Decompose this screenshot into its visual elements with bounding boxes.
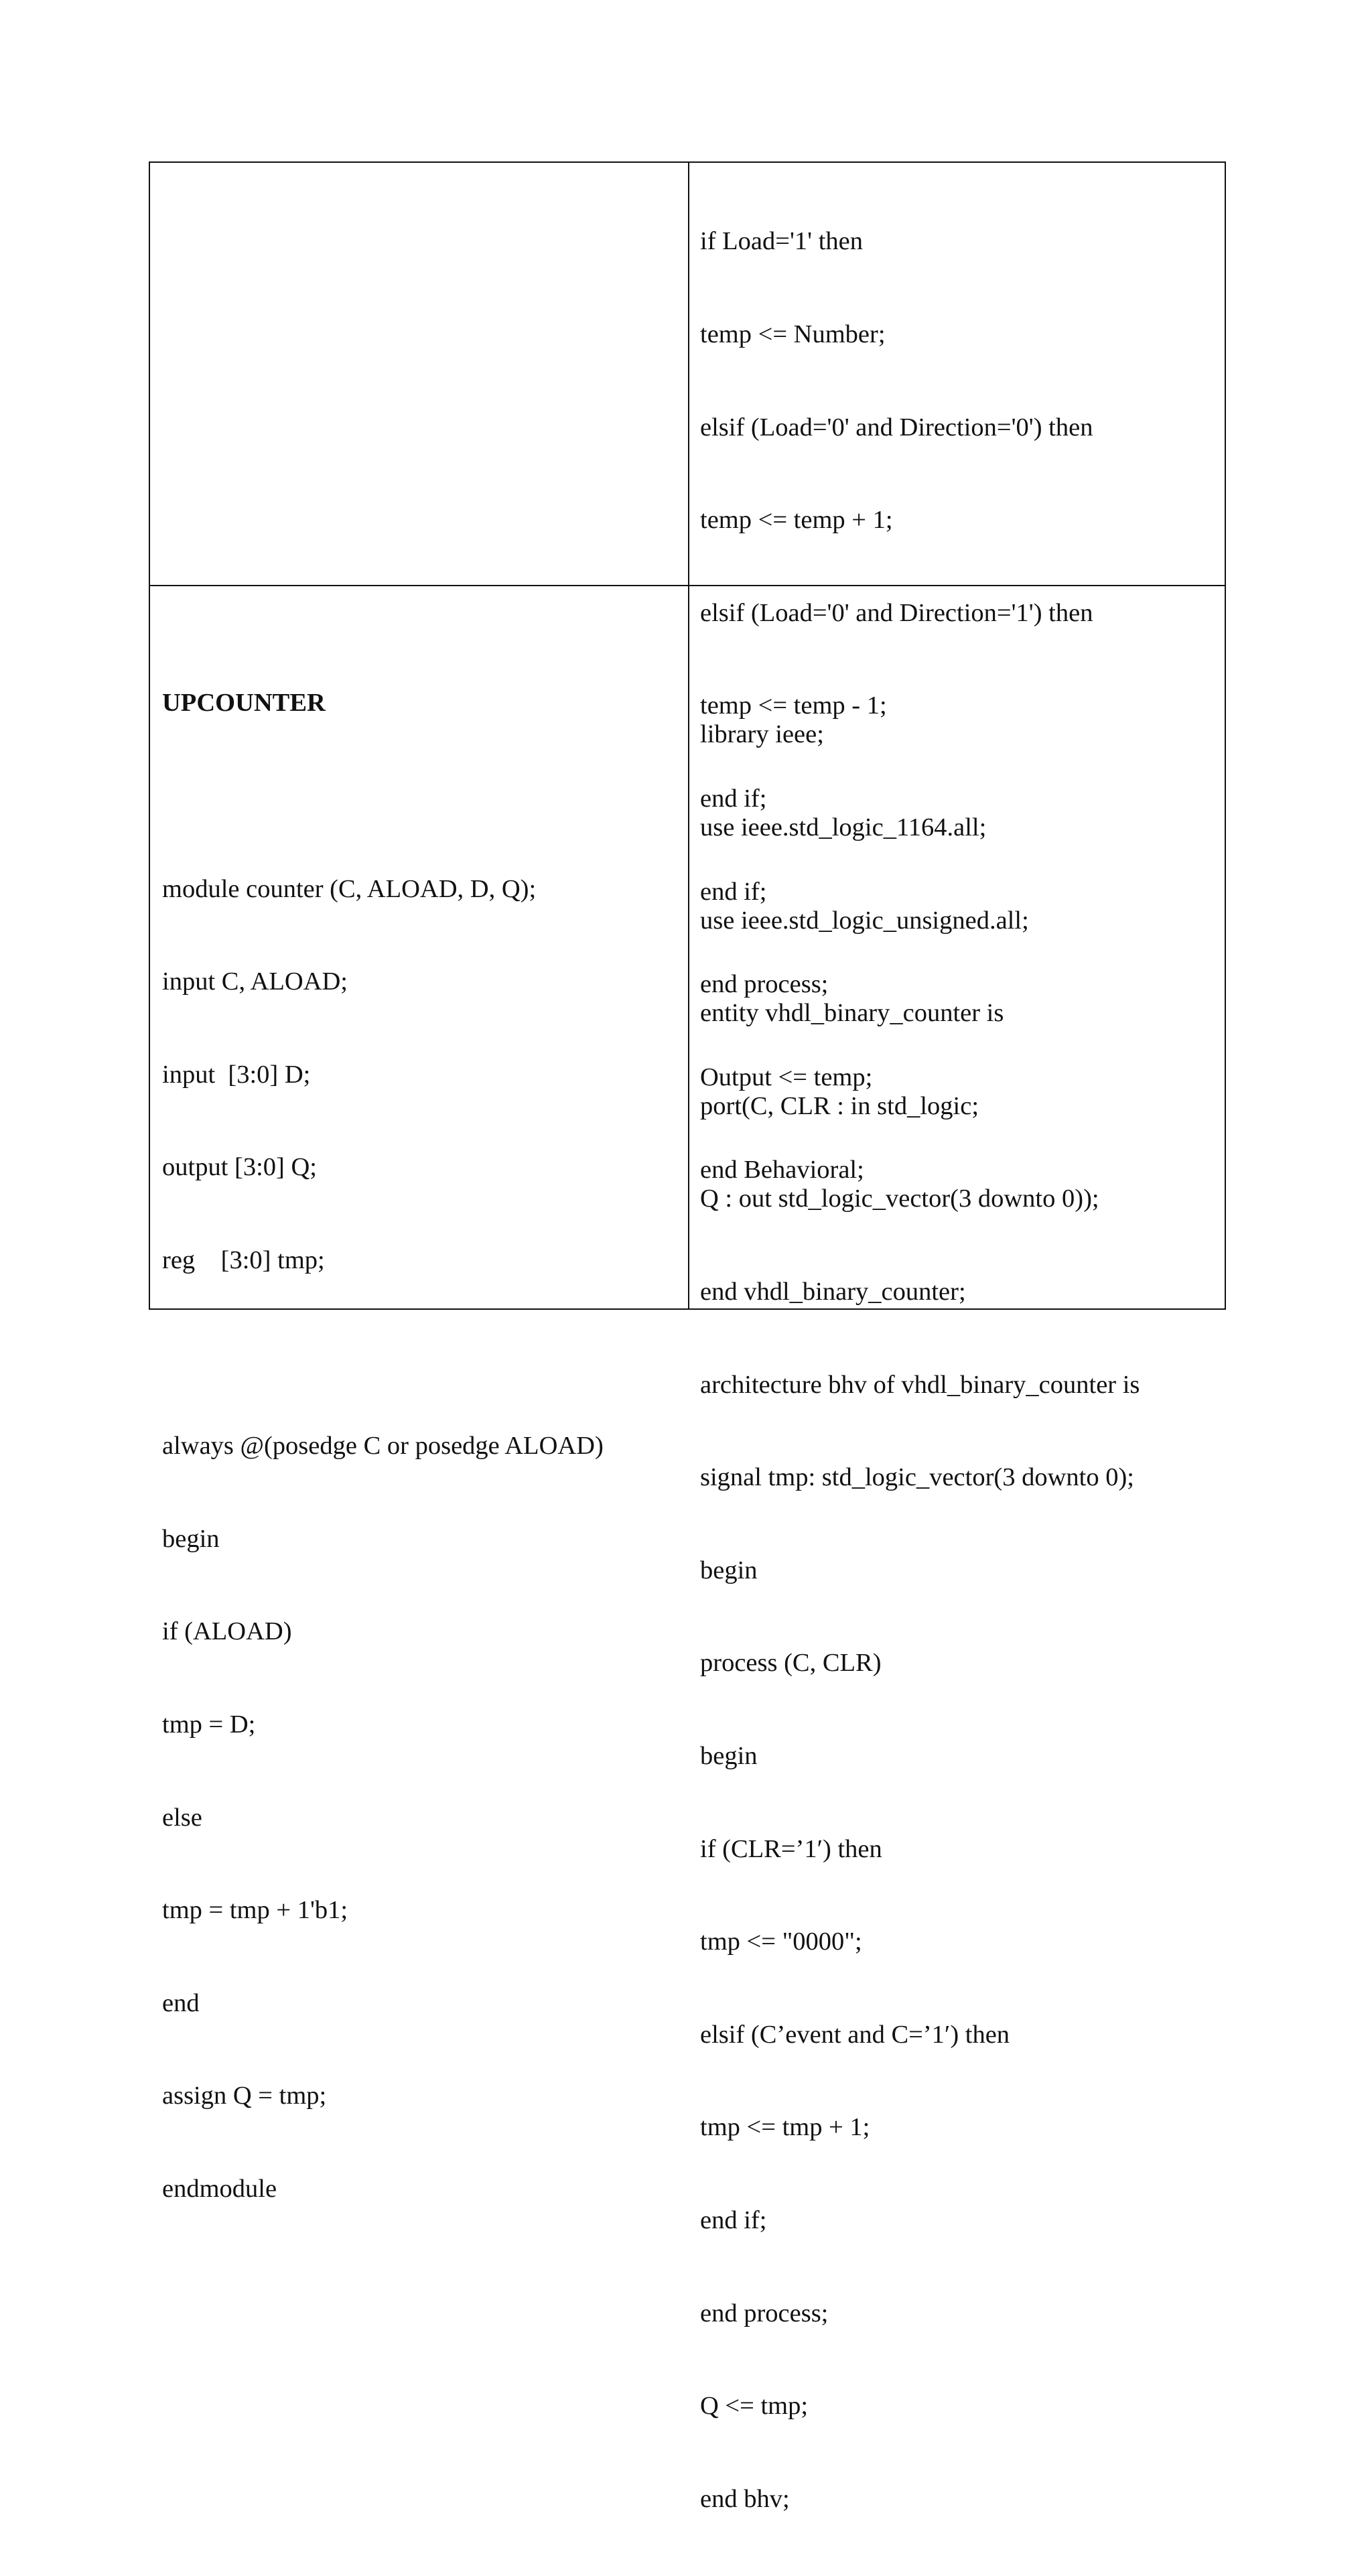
code-line: elsif (C’event and C=’1′) then	[700, 2020, 1010, 2049]
code-line: architecture bhv of vhdl_binary_counter is	[700, 1370, 1140, 1399]
code-line: signal tmp: std_logic_vector(3 downto 0);	[700, 1463, 1134, 1492]
code-line: temp <= Number;	[700, 320, 886, 348]
vhdl-binary-counter-cell	[700, 657, 1140, 2576]
code-line: end if;	[700, 877, 767, 906]
column-divider	[688, 163, 689, 1308]
code-line: assign Q = tmp;	[162, 2082, 327, 2110]
code-line: port(C, CLR : in std_logic;	[700, 1091, 979, 1120]
code-line: input C, ALOAD;	[162, 967, 348, 996]
section-heading: UPCOUNTER	[162, 689, 326, 718]
code-line: module counter (C, ALOAD, D, Q);	[162, 874, 537, 903]
code-line: endmodule	[162, 2174, 277, 2203]
code-line: tmp = tmp + 1'b1;	[162, 1896, 348, 1925]
code-line: entity vhdl_binary_counter is	[700, 999, 1004, 1028]
code-line: library ieee;	[700, 720, 824, 749]
code-line: end if;	[700, 784, 767, 813]
code-comparison-table	[149, 161, 1226, 2513]
code-line: output [3:0] Q;	[162, 1153, 317, 1182]
code-line: end vhdl_binary_counter;	[700, 1277, 966, 1306]
code-line: end bhv;	[700, 2484, 790, 2513]
code-line: begin	[700, 1741, 758, 1770]
code-line: always @(posedge C or posedge ALOAD)	[162, 1432, 604, 1461]
code-line: end process;	[700, 970, 829, 999]
code-line: Output <= temp;	[700, 1063, 873, 1091]
verilog-upcounter-cell	[162, 626, 604, 2266]
code-line: tmp <= tmp + 1;	[700, 2113, 870, 2142]
code-line	[162, 1338, 604, 1369]
code-line: temp <= temp + 1;	[700, 506, 893, 535]
code-line: use ieee.std_logic_unsigned.all;	[700, 906, 1029, 935]
code-line: input [3:0] D;	[162, 1060, 311, 1089]
code-line: begin	[162, 1524, 220, 1553]
code-line: reg [3:0] tmp;	[162, 1245, 325, 1274]
code-line: tmp <= "0000";	[700, 1927, 862, 1956]
code-line: tmp = D;	[162, 1710, 256, 1739]
code-line: elsif (Load='0' and Direction='0') then	[700, 413, 1093, 442]
code-line: begin	[700, 1556, 758, 1584]
code-line: if (CLR=’1′) then	[700, 1834, 882, 1863]
code-line: end if;	[700, 2206, 767, 2234]
blank-line	[162, 781, 604, 811]
code-line: elsif (Load='0' and Direction='1') then	[700, 598, 1093, 627]
code-line: end process;	[700, 2299, 829, 2327]
code-line: else	[162, 1803, 202, 1832]
code-line: if Load='1' then	[700, 227, 863, 256]
code-line: if (ALOAD)	[162, 1617, 292, 1646]
code-line: Q : out std_logic_vector(3 downto 0));	[700, 1184, 1099, 1213]
code-line: temp <= temp - 1;	[700, 691, 887, 720]
code-line: end Behavioral;	[700, 1156, 864, 1184]
code-line: process (C, CLR)	[700, 1649, 882, 1678]
code-line: end	[162, 1988, 200, 2017]
code-line: use ieee.std_logic_1164.all;	[700, 813, 987, 841]
code-line: Q <= tmp;	[700, 2392, 809, 2421]
